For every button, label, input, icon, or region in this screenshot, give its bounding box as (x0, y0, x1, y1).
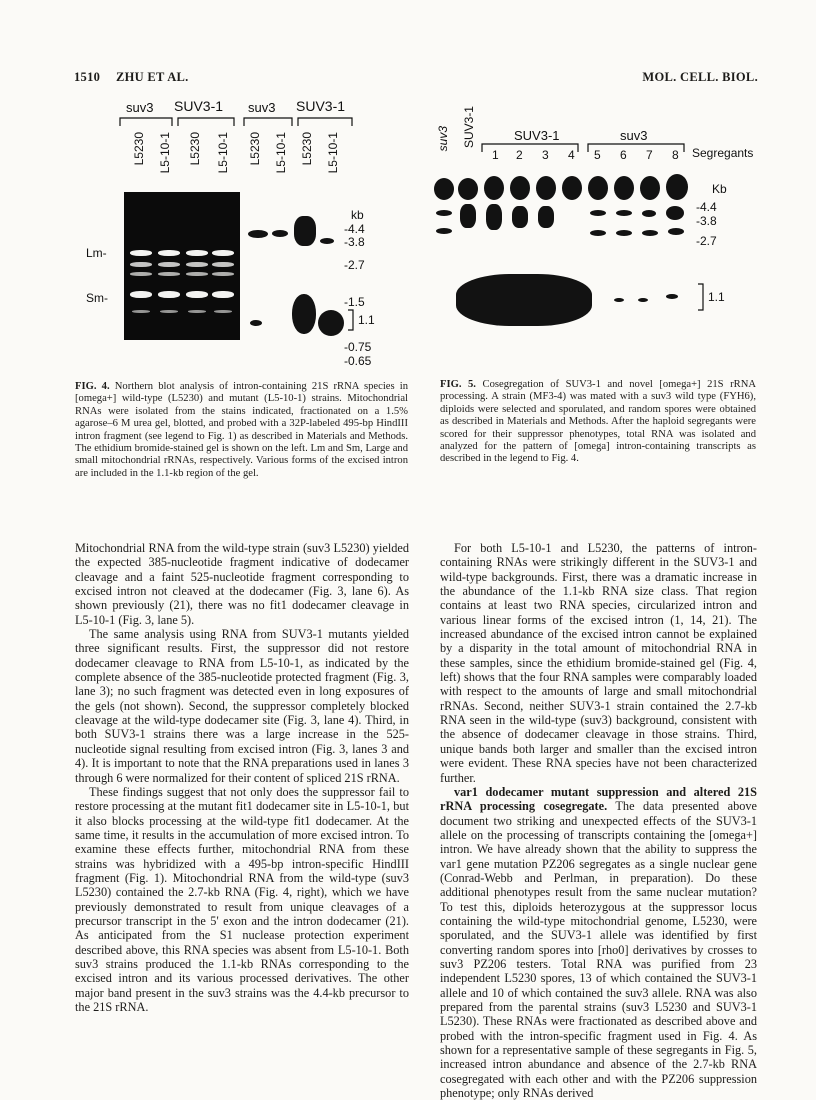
blot-band (250, 320, 262, 326)
size-marker: -3.8 (344, 235, 365, 249)
blot-band (512, 206, 528, 228)
blot-band (642, 230, 658, 236)
blot-band (436, 228, 452, 234)
fig4-lane-label: L5-10-1 (274, 132, 288, 174)
figure-5 (430, 96, 760, 356)
paragraph: These findings suggest that not only does the suppressor fail to restore processing at the mutant fit1 dodecamer site in L5-10-1, but it also blocks processing at the wild-type fit1 dodecamer. At the same time, it results in the accumulation of more excised intron. To examine these effects further, mitochondrial RNA from these strains was hybridized with a 495-bp intron-specific HindIII fragment (Fig. 1). Mitochondrial RNA from the wild-type (suv3 L5230) contained the 2.7-kb RNA (Fig. 4, right), which we have previously demonstrated to result from unique cleavages of a precursor transcript in the 5' exon and the intron dodecamer (21). As anticipated from the S1 nuclease protection experiment described above, this RNA species was absent from L5-10-1. Both suv3 strains produced the 1.1-kb RNAs corresponding to the excised intron and its various processed derivatives. The other major band present in the suv3 strains was the 4.4-kb precursor to the 21S rRNA. (75, 784, 409, 1014)
paragraph: The same analysis using RNA from SUV3-1 mutants yielded three significant results. First, the suppressor did not restore dodecamer cleavage to RNA from L5-10-1, as indicated by the complete absence of the 385-nucleotide protected fragment (Fig. 3, lane 3); no such fragment was detected even in long exposures of the gels (not shown). Second, the suppressor completely blocked cleavage at the wild-type dodecamer site (Fig. 3, lane 4). Third, in both SUV3-1 strains there was a large increase in the 525-nucleotide signal resulting from excised intron (Fig. 3, lanes 3 and 4). It is important to note that the RNA preparations used in lanes 3 through 6 were normalized for their content of spliced 21S rRNA. (75, 627, 409, 785)
ethidium-gel-image (124, 192, 240, 340)
fig4-unit: kb (351, 208, 364, 222)
fig4-lane-label: L5230 (248, 132, 262, 166)
blot-band (434, 178, 454, 200)
blot-band (666, 294, 678, 299)
figure-4-caption (75, 381, 408, 480)
blot-band (272, 230, 288, 237)
size-marker: -0.75 (344, 340, 372, 354)
size-marker: 1.1 (358, 313, 375, 327)
blot-band (638, 298, 648, 302)
size-marker: -4.4 (696, 200, 717, 214)
blot-band (318, 310, 344, 336)
fig4-group-label: suv3 (248, 100, 276, 115)
fig5-group-label: SUV3-1 (514, 128, 560, 143)
blot-band (510, 176, 530, 200)
marker-lm: Lm- (86, 246, 107, 260)
bracket-1-1 (346, 308, 356, 332)
fig4-group-label: suv3 (126, 100, 154, 115)
segregant-number: 3 (542, 148, 549, 162)
fig5-top-label: SUV3-1 (462, 106, 476, 149)
segregant-number: 5 (594, 148, 601, 162)
size-marker: -1.5 (344, 295, 365, 309)
blot-band (320, 238, 334, 244)
journal-title: MOL. CELL. BIOL. (642, 70, 758, 84)
size-marker: -3.8 (696, 214, 717, 228)
blot-band (666, 206, 684, 220)
blot-band (484, 176, 504, 200)
segregant-number: 2 (516, 148, 523, 162)
running-authors: ZHU ET AL. (116, 70, 189, 84)
blot-band (668, 228, 684, 235)
caption-text: Northern blot analysis of intron-containing 21S rRNA species in [omega+] wild-type (L5230) and mutant (L5-10-1) strains. Mitochondrial RNAs were isolated from the stains indicated, fractionated on a 1.5% agarose–6 M urea gel, blotted, and probed with a 32P-labeled 495-bp HindIII intron fragment (see legend to Fig. 1) as described in Materials and Methods. The ethidium bromide-stained gel is shown on the left. Lm and Sm, Large and small mitochondrial rRNAs, respectively. Various forms of the excised intron are included in the 1.1-kb region of the gel. (75, 381, 408, 479)
section-heading: var1 dodecamer mutant suppression and altered 21S rRNA processing cosegregate. (440, 784, 757, 814)
size-marker: -0.65 (344, 354, 372, 368)
size-marker: 1.1 (708, 290, 725, 304)
segregant-number: 6 (620, 148, 627, 162)
paragraph: For both L5-10-1 and L5230, the patterns of intron-containing RNAs were strikingly different in the SUV3-1 and wild-type backgrounds. First, there was a dramatic increase in the abundance of the 1.1-kb RNA size class. That region contains at least two RNA species, circularized intron and various linear forms of the excised intron (1, 14, 21). The increased abundance of the excised intron cannot be explained by a disparity in the total amount of mitochondrial RNA in these samples, since the ethidium bromide-stained gel (Fig. 4, left) shows that the four RNA samples were comparably loaded with respect to the amounts of large and small mitochondrial rRNAs. Second, neither SUV3-1 strain contained the 2.7-kb RNA seen in the wild-type (suv3) background, consistent with the absence of dodecamer cleavage in those strains. Third, unique bands both larger and smaller than the excised intron were evident. These RNA species have not been characterized further. (440, 541, 757, 785)
segregant-number: 4 (568, 148, 575, 162)
page-number: 1510 (74, 70, 101, 84)
fig4-lane-label: L5230 (300, 132, 314, 166)
paragraph-with-heading (440, 785, 757, 1100)
marker-sm: Sm- (86, 291, 108, 305)
figure-5-caption (440, 379, 756, 466)
blot-band (590, 230, 606, 236)
fig4-lane-label: L5-10-1 (158, 132, 172, 174)
blot-band (614, 176, 634, 200)
size-marker: -2.7 (344, 258, 365, 272)
blot-band (588, 176, 608, 200)
size-marker: -2.7 (696, 234, 717, 248)
blot-band (248, 230, 268, 238)
size-marker: -4.4 (344, 222, 365, 236)
fig4-lane-label: L5-10-1 (216, 132, 230, 174)
blot-band (456, 274, 592, 326)
bracket-1-1 (696, 282, 706, 312)
fig4-group-label: SUV3-1 (296, 98, 346, 114)
paragraph-text: The data presented above document two striking and unexpected effects of the SUV3-1 allele on the processing of transcripts containing the [omega+] intron. We have already shown that the ability to suppress the var1 gene mutation PZ206 segregates as a single nuclear gene (Conrad-Webb and Perlman, in preparation). Do these additional phenotypes result from the same nuclear mutation? To test this, diploids heterozygous at the suppressor locus containing the wild-type mitochondrial genome, L5230, were sporulated, and the SUV3-1 allele was identified by first converting random spores into [rho0] derivatives by crosses to suv3 PZ206 testers. Total RNA was purified from 23 independent L5230 spores, 13 of which contained the SUV3-1 allele and 10 of which contained the suv3 allele. RNA was also prepared from the parental strains (suv3 L5230 and SUV3-1 L5230). These RNAs were fractionated as described above and probed with the intron-specific fragment used in Fig. 4. As shown for a representative sample of these segregants in Fig. 5, increased intron abundance and absence of the 2.7-kb RNA cosegregated with each other and with the PZ206 suppression phenotype; only RNAs derived (440, 799, 757, 1100)
blot-band (536, 176, 556, 200)
blot-band (640, 176, 660, 200)
blot-band (294, 216, 316, 246)
fig4-lane-label: L5230 (188, 132, 202, 166)
right-column (440, 541, 757, 1100)
blot-band (666, 174, 688, 200)
blot-band (292, 294, 316, 334)
blot-band (616, 230, 632, 236)
blot-band (458, 178, 478, 200)
blot-band (486, 204, 502, 230)
fig4-group-label: SUV3-1 (174, 98, 224, 114)
blot-band (642, 210, 656, 217)
fig5-group-brackets (478, 140, 698, 154)
blot-band (590, 210, 606, 216)
blot-band (460, 204, 476, 228)
blot-band (436, 210, 452, 216)
fig5-unit: Kb (712, 182, 727, 196)
fig5-top-label: suv3 (436, 126, 450, 152)
segregant-number: 1 (492, 148, 499, 162)
blot-band (616, 210, 632, 216)
fig4-lane-label: L5-10-1 (326, 132, 340, 174)
blot-band (562, 176, 582, 200)
fig5-group-label: suv3 (620, 128, 648, 143)
blot-band (538, 206, 554, 228)
segregant-number: 8 (672, 148, 679, 162)
caption-text: Cosegregation of SUV3-1 and novel [omega+] 21S rRNA processing. A strain (MF3-4) was mated with a suv3 wild type (FYH6), diploids were selected and sporulated, and random spores were obtained as described in Materials and Methods. After the haploid segregants were scored for their suppressor phenotypes, total RNA was isolated and analyzed for the pattern of [omega] intron-containing transcripts as described in the legend to Fig. 4. (440, 379, 757, 465)
segregant-number: 7 (646, 148, 653, 162)
segregants-label: Segregants (692, 146, 754, 160)
caption-label: FIG. 4. (75, 381, 110, 392)
left-column (75, 541, 409, 1014)
paragraph: Mitochondrial RNA from the wild-type strain (suv3 L5230) yielded the expected 385-nucleotide fragment indicative of dodecamer cleavage and a faint 525-nucleotide fragment corresponding to excised intron not cleaved at the dodecamer (Fig. 3, lane 6). As shown previously (21), there was no fit1 dodecamer cleavage in L5-10-1 (Fig. 3, lane 5). (75, 541, 409, 627)
caption-label: FIG. 5. (440, 379, 476, 390)
figure-4 (86, 96, 400, 376)
fig4-group-brackets (116, 114, 356, 128)
fig4-lane-label: L5230 (132, 132, 146, 166)
blot-band (614, 298, 624, 302)
